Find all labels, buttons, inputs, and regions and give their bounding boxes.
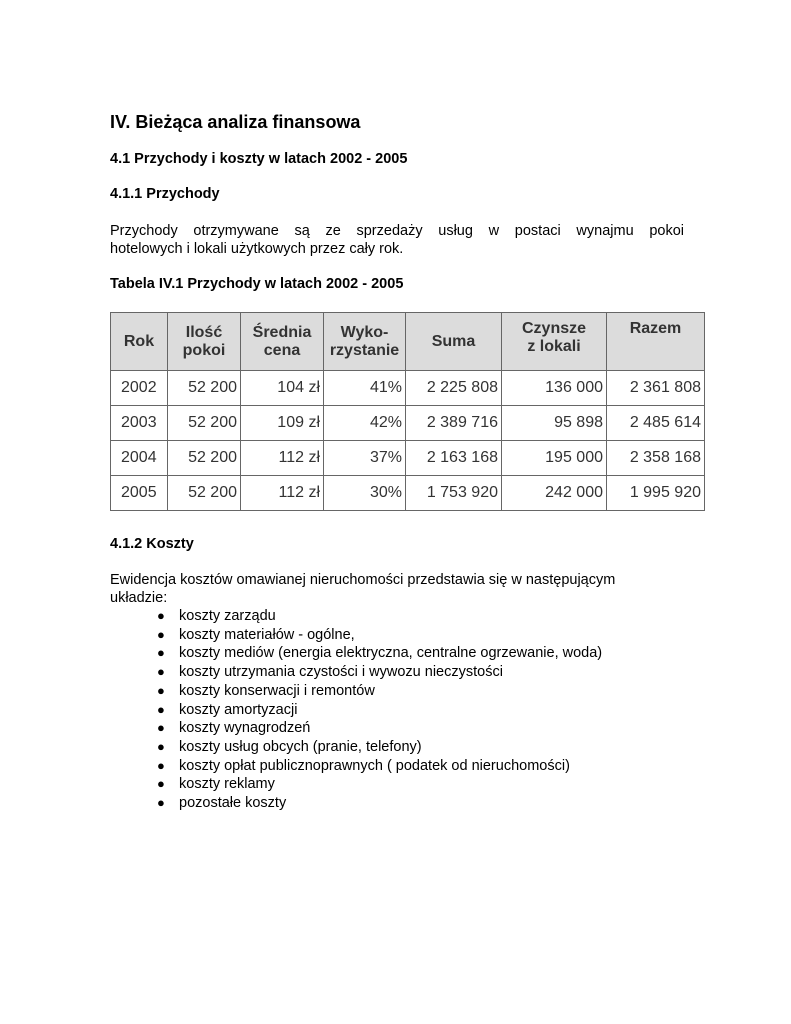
cell-average-price: 109 zł [241, 406, 324, 441]
list-item: ● koszty opłat publicznoprawnych ( podatek od nieruchomości) [157, 757, 570, 774]
cell-total: 1 995 920 [607, 476, 705, 511]
header-utilization: Wyko- rzystanie [324, 313, 406, 371]
table-row [111, 476, 705, 511]
page-title: IV. Bieżąca analiza finansowa [110, 112, 361, 132]
bullet-icon: ● [157, 720, 165, 736]
list-item: ● koszty reklamy [157, 776, 275, 793]
costs-intro-paragraph [110, 571, 684, 607]
cost-items-list [110, 607, 602, 813]
cell-utilization: 30% [324, 476, 406, 511]
cell-room-count: 52 200 [168, 441, 241, 476]
bullet-icon: ● [157, 757, 165, 773]
section-heading-4-1-2: 4.1.2 Koszty [110, 536, 194, 552]
list-item: ● koszty zarządu [157, 608, 276, 624]
cell-utilization: 42% [324, 406, 406, 441]
cell-rent: 95 898 [502, 406, 607, 441]
bullet-icon: ● [157, 664, 165, 680]
costs-intro-line-1: Ewidencja kosztów omawianej nieruchomości przedstawia się w następującym [110, 572, 616, 588]
revenue-intro-line-2: hotelowych i lokali użytkowych przez cały rok. [110, 241, 404, 257]
table-row [111, 441, 705, 476]
cell-sum: 2 225 808 [406, 371, 502, 406]
list-item: ● koszty amortyzacji [157, 701, 298, 718]
cell-total: 2 485 614 [607, 406, 705, 441]
header-sum: Suma [406, 313, 502, 371]
bullet-icon: ● [157, 626, 165, 642]
cell-rent: 136 000 [502, 371, 607, 406]
cell-room-count: 52 200 [168, 371, 241, 406]
list-item: ● koszty wynagrodzeń [157, 720, 311, 737]
cell-sum: 1 753 920 [406, 476, 502, 511]
revenue-table-container [110, 312, 704, 500]
table-caption: Tabela IV.1 Przychody w latach 2002 - 2005 [110, 276, 404, 292]
revenue-intro-paragraph [110, 222, 684, 258]
bullet-icon: ● [157, 701, 165, 717]
cell-year: 2004 [111, 441, 168, 476]
header-year: Rok [111, 313, 168, 371]
list-item: ● koszty materiałów - ogólne, [157, 626, 355, 643]
cell-sum: 2 163 168 [406, 441, 502, 476]
bullet-icon: ● [157, 682, 165, 698]
cell-rent: 195 000 [502, 441, 607, 476]
section-heading-4-1: 4.1 Przychody i koszty w latach 2002 - 2005 [110, 151, 408, 167]
cell-total: 2 361 808 [607, 371, 705, 406]
list-item: ● pozostałe koszty [157, 795, 287, 812]
cell-average-price: 112 zł [241, 476, 324, 511]
cell-room-count: 52 200 [168, 476, 241, 511]
cell-year: 2002 [111, 371, 168, 406]
cell-year: 2003 [111, 406, 168, 441]
cell-utilization: 41% [324, 371, 406, 406]
table-header-row [111, 313, 705, 371]
revenue-intro-line-1: Przychody otrzymywane są ze sprzedaży usług w postaci wynajmu pokoi [110, 223, 684, 239]
cell-rent: 242 000 [502, 476, 607, 511]
cell-average-price: 104 zł [241, 371, 324, 406]
header-room-count: Ilość pokoi [168, 313, 241, 371]
bullet-icon: ● [157, 776, 165, 792]
table-row [111, 406, 705, 441]
costs-intro-line-2: układzie: [110, 590, 168, 606]
header-average-price: Średnia cena [241, 313, 324, 371]
bullet-icon: ● [157, 608, 165, 623]
list-item: ● koszty usług obcych (pranie, telefony) [157, 738, 422, 755]
bullet-icon: ● [157, 738, 165, 754]
cell-year: 2005 [111, 476, 168, 511]
table-row [111, 371, 705, 406]
cell-utilization: 37% [324, 441, 406, 476]
header-rent: Czynsze z lokali [502, 313, 607, 371]
section-heading-4-1-1: 4.1.1 Przychody [110, 186, 220, 202]
list-item: ● koszty utrzymania czystości i wywozu nieczystości [157, 664, 503, 681]
cell-sum: 2 389 716 [406, 406, 502, 441]
list-item: ● koszty mediów (energia elektryczna, centralne ogrzewanie, woda) [157, 645, 603, 662]
cell-average-price: 112 zł [241, 441, 324, 476]
bullet-icon: ● [157, 795, 165, 811]
bullet-icon: ● [157, 645, 165, 661]
revenue-table [110, 312, 705, 511]
cell-room-count: 52 200 [168, 406, 241, 441]
header-total: Razem [607, 313, 705, 371]
cell-total: 2 358 168 [607, 441, 705, 476]
list-item: ● koszty konserwacji i remontów [157, 682, 375, 699]
